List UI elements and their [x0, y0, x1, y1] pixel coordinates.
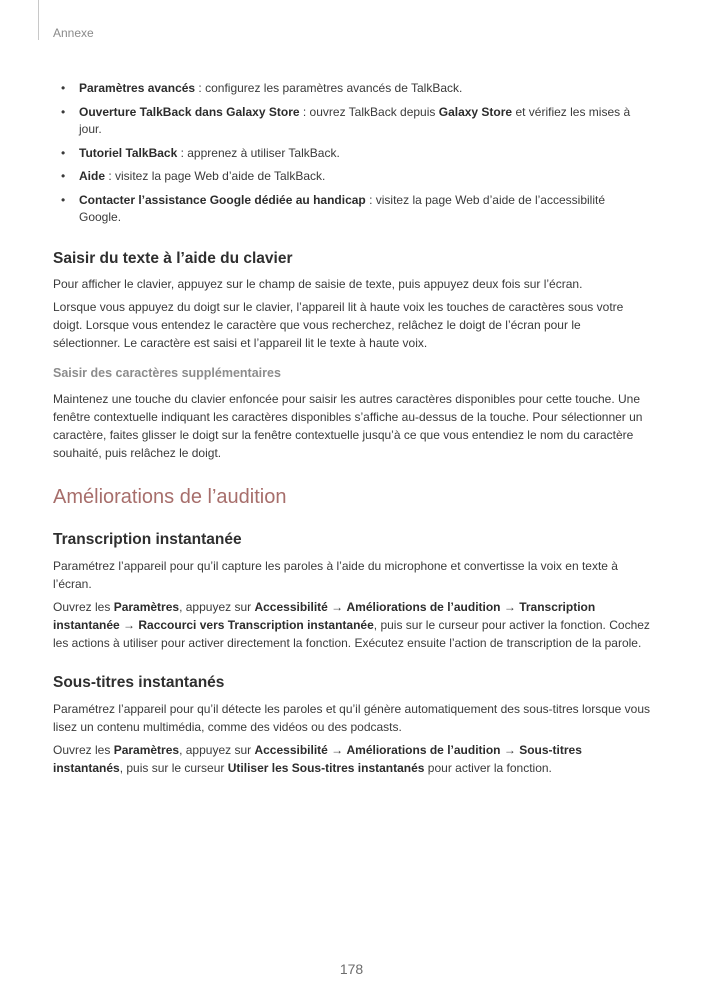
captions-paragraph: Paramétrez l’appareil pour qu’il détecte les paroles et qu’il génère automatiquement des sous-titres lorsque vous lisez un contenu multimédia, comme des vidéos ou des podcasts.: [53, 701, 650, 734]
list-item-term: Contacter l’assistance Google dédiée au handicap: [79, 192, 366, 207]
settings-term: Paramètres: [113, 599, 180, 614]
text-run: Ouvrez les: [53, 599, 114, 614]
text-run: , puis sur le curseur pour activer la fonction. Cochez les actions à utiliser pour activer directement la fonction. Exécutez ensuite l’action de transcription de la parole.: [53, 617, 650, 650]
arrow-icon: →: [500, 742, 520, 757]
settings-term: Paramètres: [113, 742, 180, 757]
transcription-heading: Transcription instantanée: [53, 530, 242, 548]
list-item: [53, 145, 650, 163]
accessibility-term: Accessibilité: [254, 599, 328, 614]
captions-term: Sous-titres instantanés: [53, 742, 582, 775]
list-item-text: : visitez la page Web d’aide de l’accessibilité Google.: [79, 192, 606, 224]
transcription-paragraph: Paramétrez l’appareil pour qu’il capture les paroles à l’aide du microphone et convertisse la voix en texte à l’écran.: [53, 558, 618, 591]
arrow-icon: →: [327, 599, 347, 614]
list-item-term: Aide: [79, 169, 106, 183]
talkback-options-list: [53, 80, 650, 227]
arrow-icon: →: [327, 742, 347, 757]
captions-path-paragraph: [53, 741, 650, 777]
list-item: [53, 168, 650, 186]
keyboard-paragraph: Pour afficher le clavier, appuyez sur le champ de saisie de texte, puis appuyez deux fois sur l’écran.: [53, 276, 583, 291]
hearing-section-title: Améliorations de l’audition: [53, 485, 287, 508]
arrow-icon: →: [500, 599, 520, 614]
list-item-text: : apprenez à utiliser TalkBack.: [177, 145, 340, 160]
list-item-text: : configurez les paramètres avancés de TalkBack.: [195, 81, 463, 95]
list-item-text: : ouvrez TalkBack depuis: [299, 104, 439, 119]
use-captions-term: Utiliser les Sous-titres instantanés: [227, 760, 425, 775]
text-run: pour activer la fonction.: [424, 760, 552, 775]
page-content: [53, 80, 650, 777]
extra-characters-subheading: Saisir des caractères supplémentaires: [53, 365, 281, 380]
transcription-term: Transcription instantanée: [53, 599, 596, 632]
keyboard-heading: Saisir du texte à l’aide du clavier: [53, 249, 293, 267]
list-item-text: et vérifiez les mises à jour.: [79, 104, 631, 136]
list-item-term: Ouverture TalkBack dans Galaxy Store: [79, 104, 300, 119]
transcription-path-paragraph: [53, 598, 650, 652]
text-run: , puis sur le curseur: [119, 760, 228, 775]
extra-characters-paragraph: Maintenez une touche du clavier enfoncée pour saisir les autres caractères disponibles pour cette touche. Une fenêtre contextuelle indiquant les caractères disponibles s’affiche au-dessus de la touche. Pour sélectionner un caractère, faites glisser le doigt sur la fenêtre contextuelle jusqu’à ce que vous entendiez le nom du caractère souhaité, puis relâchez le doigt.: [53, 391, 643, 460]
hearing-term: Améliorations de l’audition: [346, 742, 501, 757]
page-number: 178: [339, 961, 364, 977]
arrow-icon: →: [119, 617, 139, 632]
accessibility-term: Accessibilité: [254, 742, 328, 757]
list-item-term: Galaxy Store: [438, 104, 513, 119]
list-item: [53, 104, 650, 139]
list-item: [53, 80, 650, 98]
captions-heading: Sous-titres instantanés: [53, 673, 225, 691]
hearing-term: Améliorations de l’audition: [346, 599, 501, 614]
list-item: [53, 192, 650, 227]
text-run: , appuyez sur: [179, 742, 255, 757]
section-header: Annexe: [53, 26, 94, 40]
text-run: Ouvrez les: [53, 742, 114, 757]
shortcut-term: Raccourci vers Transcription instantanée: [138, 617, 374, 632]
keyboard-paragraph: Lorsque vous appuyez du doigt sur le clavier, l’appareil lit à haute voix les touches de caractères sous votre doigt. Lorsque vous entendez le caractère que vous recherchez, relâchez le doigt de l’écran pour le sélectionner. Le caractère est saisi et l’appareil lit le texte à haute voix.: [53, 299, 624, 350]
list-item-text: : visitez la page Web d’aide de TalkBack.: [105, 169, 326, 183]
list-item-term: Tutoriel TalkBack: [79, 145, 178, 160]
list-item-term: Paramètres avancés: [79, 81, 196, 95]
header-rule: [38, 0, 39, 40]
text-run: , appuyez sur: [179, 599, 255, 614]
